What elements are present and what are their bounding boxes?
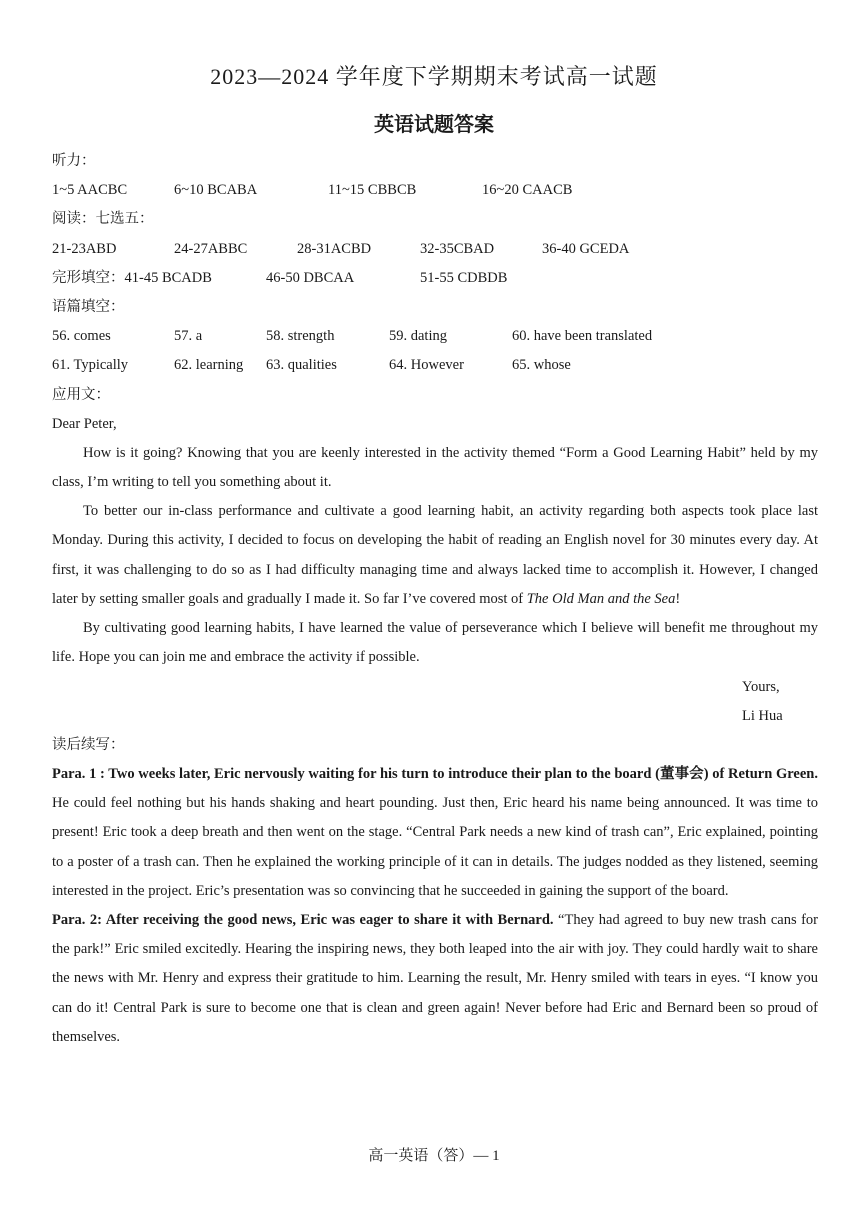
reading-answer: 21-23ABD <box>52 240 117 257</box>
reading-answer: 28-31ACBD <box>297 240 372 257</box>
grammar-answer: 59. dating <box>389 328 447 345</box>
continuation-paragraph-2 <box>52 906 818 1052</box>
grammar-answer: 56. comes <box>52 328 111 345</box>
reading-answer: 36-40 GCEDA <box>542 240 630 257</box>
grammar-answer: 64. However <box>389 357 464 374</box>
continuation-paragraph-1 <box>52 760 818 906</box>
cloze-answer: 51-55 CDBDB <box>420 269 508 286</box>
listening-answer: 16~20 CAACB <box>482 182 573 199</box>
book-title: The Old Man and the Sea <box>526 590 676 607</box>
page-footer: 高一英语（答）— 1 <box>368 1148 500 1164</box>
cloze-label: 完形填空：41-45 BCADB <box>52 269 212 286</box>
reading-answers <box>52 235 818 264</box>
letter-paragraph: By cultivating good learning habits, I have learned the value of perseverance which I believe will benefit me throughout my life. Hope you can join me and embrace the activity if possible. <box>52 620 818 666</box>
grammar-row-1 <box>52 322 818 351</box>
para2-body: “They had agreed to buy new trash cans for the park!” Eric smiled excitedly. Hearing the inspiring news, they both leaped into the air with joy. They could hardly wait to share the news with Mr. Henry and express their gratitude to him. Learning the result, Mr. Henry smiled with tears in eyes. “I know you can do it! Central Park is sure to become one that is clean and green again! Never before had Eric and Bernard been so proud of themselves. <box>52 912 819 1045</box>
listening-label: 听力： <box>52 153 96 169</box>
listening-answer: 1~5 AACBC <box>52 182 128 199</box>
continuation-label: 读后续写： <box>52 736 125 753</box>
writing-label: 应用文： <box>52 386 110 403</box>
grammar-answer: 57. a <box>174 328 203 345</box>
grammar-answer: 60. have been translated <box>512 328 653 345</box>
cloze-answer: 46-50 DBCAA <box>266 269 355 286</box>
answer-content <box>52 147 818 1052</box>
grammar-row-2 <box>52 351 818 380</box>
para2-lead: Para. 2: After receiving the good news, Eric was eager to share it with Bernard. <box>52 912 554 929</box>
letter-paragraph-end: ! <box>675 590 681 607</box>
answer-subtitle: 英语试题答案 <box>374 114 494 136</box>
letter-signature: Li Hua <box>742 707 783 724</box>
cloze-answers <box>52 264 818 293</box>
grammar-answer: 63. qualities <box>266 357 337 374</box>
reading-label: 阅读：七选五： <box>52 211 154 228</box>
grammar-answer: 58. strength <box>266 328 335 345</box>
letter-paragraph: How is it going? Knowing that you are keenly interested in the activity themed “Form a Good Learning Habit” held by my class, I’m writing to tell you something about it. <box>52 444 818 491</box>
letter-paragraph-text: To better our in-class performance and cultivate a good learning habit, an activity regarding both aspects took place last Monday. During this activity, I decided to focus on developing the habit of reading an English novel for 30 minutes every day. At first, it was challenging to do so as I had difficulty managing time and always lacked time to accomplish it. However, I changed later by setting smaller goals and gradually I made it. So far I’ve covered most of <box>52 503 818 607</box>
reading-answer: 32-35CBAD <box>420 240 495 257</box>
listening-answers <box>52 176 818 205</box>
letter-closing: Yours, <box>742 678 780 695</box>
letter-paragraph <box>52 497 818 614</box>
grammar-answer: 65. whose <box>512 357 571 374</box>
grammar-answer: 61. Typically <box>52 357 129 374</box>
grammar-answer: 62. learning <box>174 357 244 374</box>
listening-answer: 6~10 BCABA <box>174 182 258 199</box>
reading-answer: 24-27ABBC <box>174 240 248 257</box>
para1-body: He could feel nothing but his hands shaking and heart pounding. Just then, Eric heard his name being announced. It was time to present! Eric took a deep breath and then went on the stage. “Central Park needs a new kind of trash can”, Eric explained, pointing to a poster of a trash can. Then he explained the working principle of it can in details. The judges nodded as they listened, seeming interested in the project. Eric’s presentation was so convincing that he succeeded in gaining the support of the board. <box>52 795 818 899</box>
grammar-label: 语篇填空： <box>52 298 125 315</box>
exam-title: 2023—2024 学年度下学期期末考试高一试题 <box>210 64 658 89</box>
para1-lead: Para. 1 : Two weeks later, Eric nervously waiting for his turn to introduce their plan to the board (董事会) of Return Green. <box>52 766 818 783</box>
letter-greeting: Dear Peter, <box>52 415 117 432</box>
listening-answer: 11~15 CBBCB <box>328 182 417 199</box>
